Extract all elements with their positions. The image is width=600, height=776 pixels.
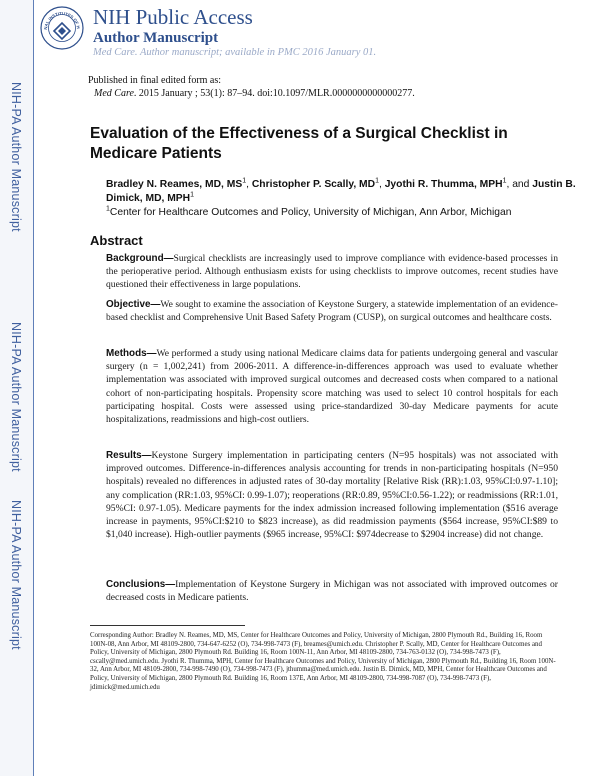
abstract-background xyxy=(106,252,558,292)
affiliation-text: Center for Healthcare Outcomes and Policy, University of Michigan, Ann Arbor, Michigan xyxy=(109,207,512,218)
header-title: NIH Public Access xyxy=(93,5,253,29)
author-name: Jyothi R. Thumma, MPH xyxy=(384,179,503,190)
results-text: Keystone Surgery implementation in participating centers (N=95 hospitals) was not associated with improved outcomes. Difference-in-differences analysis accounting for trends in non-participating hospitals (N=950 hospitals) revealed no differences in adjusted rates of 30-day mortality [Relative Risk (RR):1.03, 95%CI:0.97-1.10]; any complication (RR:1.03, 95%CI: 0.99-1.07); reoperations (RR:0.89, 95%CI:0.56-1.22); or readmissions (RR:1.01, 95%CI: 0.97-1.05). Medicare payments for the index admission increased following implementation ($516 average increase in payments, 95%CI:$210 to $823 increase), as did readmission payments ($564 increase, 95%CI:$89 to $1,040 increase). High-outlier payments ($965 increase, 95%CI: $974decrease to $2904 increase) did not change. xyxy=(106,450,558,541)
publication-info xyxy=(88,74,415,100)
nih-seal-logo xyxy=(40,6,84,50)
author-affil-mark: 1 xyxy=(190,191,195,199)
author-affil-mark: 1 xyxy=(242,177,247,185)
publication-line: Published in final edited form as: xyxy=(88,75,222,86)
svg-text:NATIONAL INSTITUTES OF HEALTH: NAL INSTITUTES OF H xyxy=(42,10,81,30)
author-separator: , xyxy=(378,179,385,190)
article-title: Evaluation of the Effectiveness of a Surgical Checklist in Medicare Patients xyxy=(90,125,508,162)
citation xyxy=(88,87,415,100)
manuscript-sidebar: NIH-PA Author Manuscript NIH-PA Author Manuscript NIH-PA Author Manuscript xyxy=(0,0,34,776)
author-name: Bradley N. Reames, MD, MS xyxy=(106,179,243,190)
author-affil-mark: 1 xyxy=(375,177,379,185)
header-availability-note: Med Care. Author manuscript; available in PMC 2016 January 01. xyxy=(93,47,377,58)
author-separator: , xyxy=(246,179,252,190)
abstract-results xyxy=(106,449,558,541)
footnote-divider xyxy=(90,625,245,626)
header-subtitle: Author Manuscript xyxy=(93,30,219,46)
journal-name: Med Care xyxy=(94,88,134,99)
affiliation xyxy=(106,206,576,220)
author-name: Justin B. Dimick, MD, MPH xyxy=(106,179,576,204)
abstract-objective xyxy=(106,298,558,324)
author-separator: , and xyxy=(506,179,533,190)
author-affil-mark: 1 xyxy=(502,177,507,185)
abstract-conclusions xyxy=(106,578,558,604)
background-label: Background— xyxy=(106,253,174,264)
corresponding-author-footnote: Corresponding Author: Bradley N. Reames, MD, MS, Center for Healthcare Outcomes and Policy, University of Michigan, 2800 Plymouth Rd., Building 16, Room 100N-08, Ann Arbor, MI 48109-2800, 734-647-6252 (O), 734-998-7473 (F), breames@umich.edu. Christopher P. Scally, MD, Center for Healthcare Outcomes and Policy, University of Michigan, 2800 Plymouth Rd. Building 16, Room 100N-11, Ann Arbor, MI 48109-2800, 734-763-0132 (O), 734-998-7473 (F), cscally@med.umich.edu. Jyothi R. Thumma, MPH, Center for Healthcare Outcomes and Policy, University of Michigan, 2800 Plymouth Rd., Building 16, Room 100N-32, Ann Arbor, MI 48109-2800, 734-998-7490 (O), 734-998-7473 (F), jthumma@med.umich.edu. Justin B. Dimick, MD, MPH, Center for Healthcare Outcomes and Policy, University of Michigan, 2800 Plymouth Rd. Building 16, Room 137E, Ann Arbor, MI 48109-2800, 734-998-7087 (O), 734-998-7473 (F), jdimick@med.umich.edu xyxy=(90,632,556,691)
methods-label: Methods— xyxy=(106,348,157,359)
affiliation-mark: 1 xyxy=(106,205,110,213)
conclusions-text: Implementation of Keystone Surgery in Michigan was not associated with improved outcomes or decreased costs in Medicare patients. xyxy=(106,579,558,604)
abstract-heading: Abstract xyxy=(90,233,143,248)
author-list xyxy=(106,178,576,206)
background-text: Surgical checklists are increasingly used to improve compliance with evidence-based processes in the perioperative period. Although enthusiasm exists for using checklists to improve outcomes, recent studies have questioned their effectiveness in large populations. xyxy=(106,253,558,291)
results-label: Results— xyxy=(106,450,152,461)
citation-details: . 2015 January ; 53(1): 87–94. doi:10.1097/MLR.0000000000000277. xyxy=(133,88,415,99)
author-name: Christopher P. Scally, MD xyxy=(251,179,376,190)
objective-text: We sought to examine the association of Keystone Surgery, a statewide implementation of an evidence-based checklist and Comprehensive Unit Based Safety Program (CUSP), on surgical outcomes and healthcare costs. xyxy=(106,299,558,324)
objective-label: Objective— xyxy=(106,299,161,310)
abstract-methods xyxy=(106,347,558,426)
conclusions-label: Conclusions— xyxy=(106,579,176,590)
methods-text: We performed a study using national Medicare claims data for patients undergoing general and vascular surgery (n = 1,002,241) from 2006-2011. A difference-in-differences approach was used to evaluate whether implementation was associated with improved surgical outcomes and decreased costs when compared to a national cohort of non-participating hospitals. Propensity score matching was used to select 10 control hospitals for each participating hospital. Costs were assessed using price-standardized 30-day Medicare payments for acute hospitalizations, readmissions and high-cost outliers. xyxy=(106,348,558,426)
